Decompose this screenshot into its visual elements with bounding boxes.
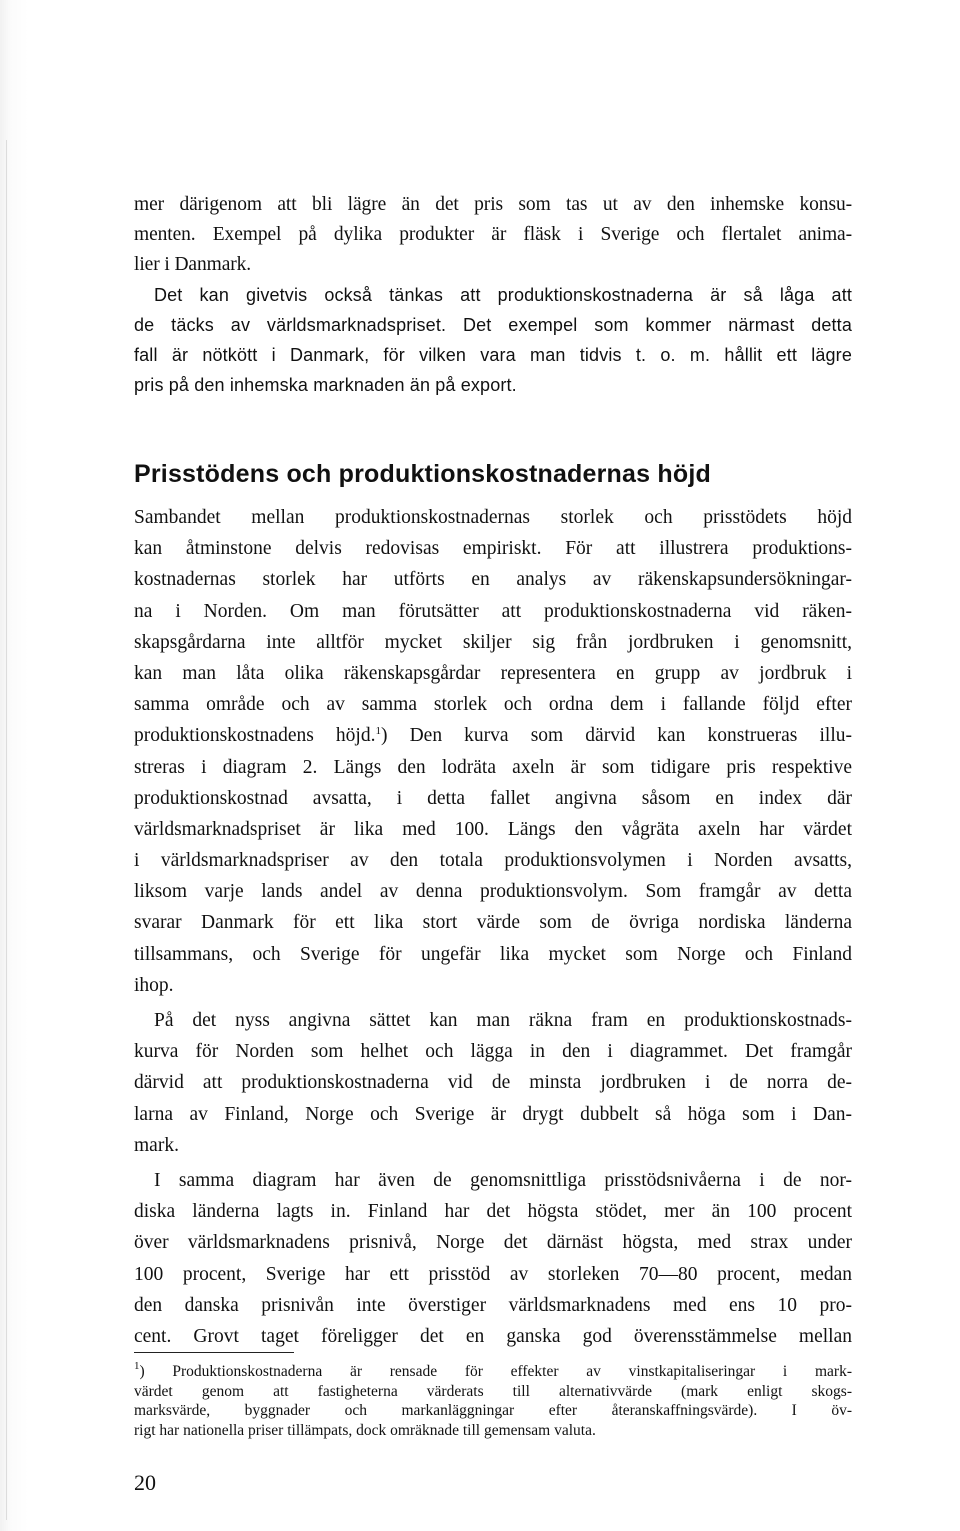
text-line: kostnadernas storlek har utförts en analys av räkenskapsundersökningar- xyxy=(134,569,852,591)
text-line: den danska prisnivån inte överstiger världsmarknadens med ens 10 pro- xyxy=(134,1294,852,1316)
text-line: cent. Grovt taget föreligger det en ganska god överensstämmelse mellan xyxy=(134,1325,852,1347)
text-line: världsmarknadspriset är lika med 100. Längs den vågräta axeln har värdet xyxy=(134,818,852,840)
footnote-line: marksvärde, byggnader och markanläggningar efter återanskaffningsvärde). I öv- xyxy=(134,1402,852,1419)
text-line: samma område och av samma storlek och ordna dem i fallande följd efter xyxy=(134,694,852,716)
text-line: ihop. xyxy=(134,974,174,996)
text-line: de täcks av världsmarknadspriset. Det exempel som kommer närmast detta xyxy=(134,315,852,335)
footnote-marker: 1 xyxy=(134,1360,140,1372)
text-line: mark. xyxy=(134,1134,179,1156)
text-line: diska länderna lagts in. Finland har det högsta stödet, mer än 100 procent xyxy=(134,1201,852,1223)
text-line: I samma diagram har även de genomsnittliga prisstödsnivåerna i de nor- xyxy=(154,1169,852,1191)
text-fragment: ) Den kurva som därvid kan konstrueras illu- xyxy=(380,725,852,747)
text-line-with-footnote-ref xyxy=(134,720,852,751)
text-fragment: ) Produktionskostnaderna är rensade för effekter av vinstkapitaliseringar i mark- xyxy=(139,1363,852,1380)
text-line: kan åtminstone delvis redovisas empiriskt. För att illustrera produktions- xyxy=(134,538,852,560)
text-line: i världsmarknadspriser av den totala produktionsvolymen i Norden avsatts, xyxy=(134,850,852,872)
text-line: streras i diagram 2. Längs den lodräta axeln är som tidigare pris respektive xyxy=(134,756,852,778)
footnote xyxy=(134,1362,852,1440)
text-line: menten. Exempel på dylika produkter är fläsk i Sverige och flertalet anima- xyxy=(134,224,852,245)
page-body xyxy=(134,190,852,1352)
paragraph-continuation xyxy=(134,190,852,280)
text-line: produktionskostnad avsatta, i detta fallet angivna såsom en index där xyxy=(134,787,852,809)
text-line: kan man låta olika räkenskapsgårdar representera en grupp av jordbruk i xyxy=(134,662,852,684)
text-line: svarar Danmark för ett lika stort värde som de övriga nordiska länderna xyxy=(134,912,852,934)
text-line: Det kan givetvis också tänkas att produktionskostnaderna är så låga att xyxy=(154,285,852,305)
footnote-line: värdet genom att fastigheterna värderats till alternativvärde (mark enligt skogs- xyxy=(134,1382,852,1400)
text-line: lier i Danmark. xyxy=(134,254,252,275)
text-line: därvid att produktionskostnaderna vid de minsta jordbruken i de norra de- xyxy=(134,1072,852,1094)
text-line: pris på den inhemska marknaden än på export. xyxy=(134,375,517,395)
text-line: larna av Finland, Norge och Sverige är drygt dubbelt så höga som i Dan- xyxy=(134,1103,852,1125)
scan-margin-shadow xyxy=(0,0,28,1531)
text-line: kurva för Norden som helhet och lägga in den i diagrammet. Det framgår xyxy=(134,1041,852,1063)
text-line: På det nyss angivna sättet kan man räkna fram en produktionskostnads- xyxy=(154,1010,852,1031)
paragraph-danmark-export xyxy=(134,280,852,400)
footnote-reference: 1 xyxy=(375,725,381,738)
text-line: fall är nötkött i Danmark, för vilken vara man tidvis t. o. m. hållit ett lägre xyxy=(134,345,852,365)
footnote-line xyxy=(134,1362,852,1382)
footnote-divider xyxy=(134,1352,294,1353)
page-number: 20 xyxy=(134,1470,156,1495)
text-line: liksom varje lands andel av denna produktionsvolym. Som framgår av detta xyxy=(134,881,852,903)
section-body xyxy=(134,502,852,1352)
scan-edge-line xyxy=(6,140,7,1520)
paragraph-norden-kurva xyxy=(134,1005,852,1161)
text-line: Sambandet mellan produktionskostnadernas storlek och prisstödets höjd xyxy=(134,507,852,528)
text-line: tillsammans, och Sverige för ungefär lika mycket som Norge och Finland xyxy=(134,943,852,965)
text-line: na i Norden. Om man förutsätter att produktionskostnaderna vid räken- xyxy=(134,600,852,622)
text-line: 100 procent, Sverige har ett prisstöd av storleken 70—80 procent, medan xyxy=(134,1263,852,1285)
text-line: över världsmarknadens prisnivå, Norge det därnäst högsta, med strax under xyxy=(134,1232,852,1254)
text-line: mer därigenom att bli lägre än det pris som tas ut av den inhemske konsu- xyxy=(134,194,852,215)
text-line: skapsgårdarna inte alltför mycket skiljer sig från jordbruken i genomsnitt, xyxy=(134,631,852,653)
paragraph-samband xyxy=(134,502,852,1001)
paragraph-prisstod xyxy=(134,1165,852,1352)
text-fragment: produktionskostnadens höjd. xyxy=(134,725,376,747)
section-heading: Prisstödens och produktionskostnadernas höjd xyxy=(134,460,711,488)
footnote-line: rigt har nationella priser tillämpats, dock omräknade till gemensam valuta. xyxy=(134,1421,596,1439)
